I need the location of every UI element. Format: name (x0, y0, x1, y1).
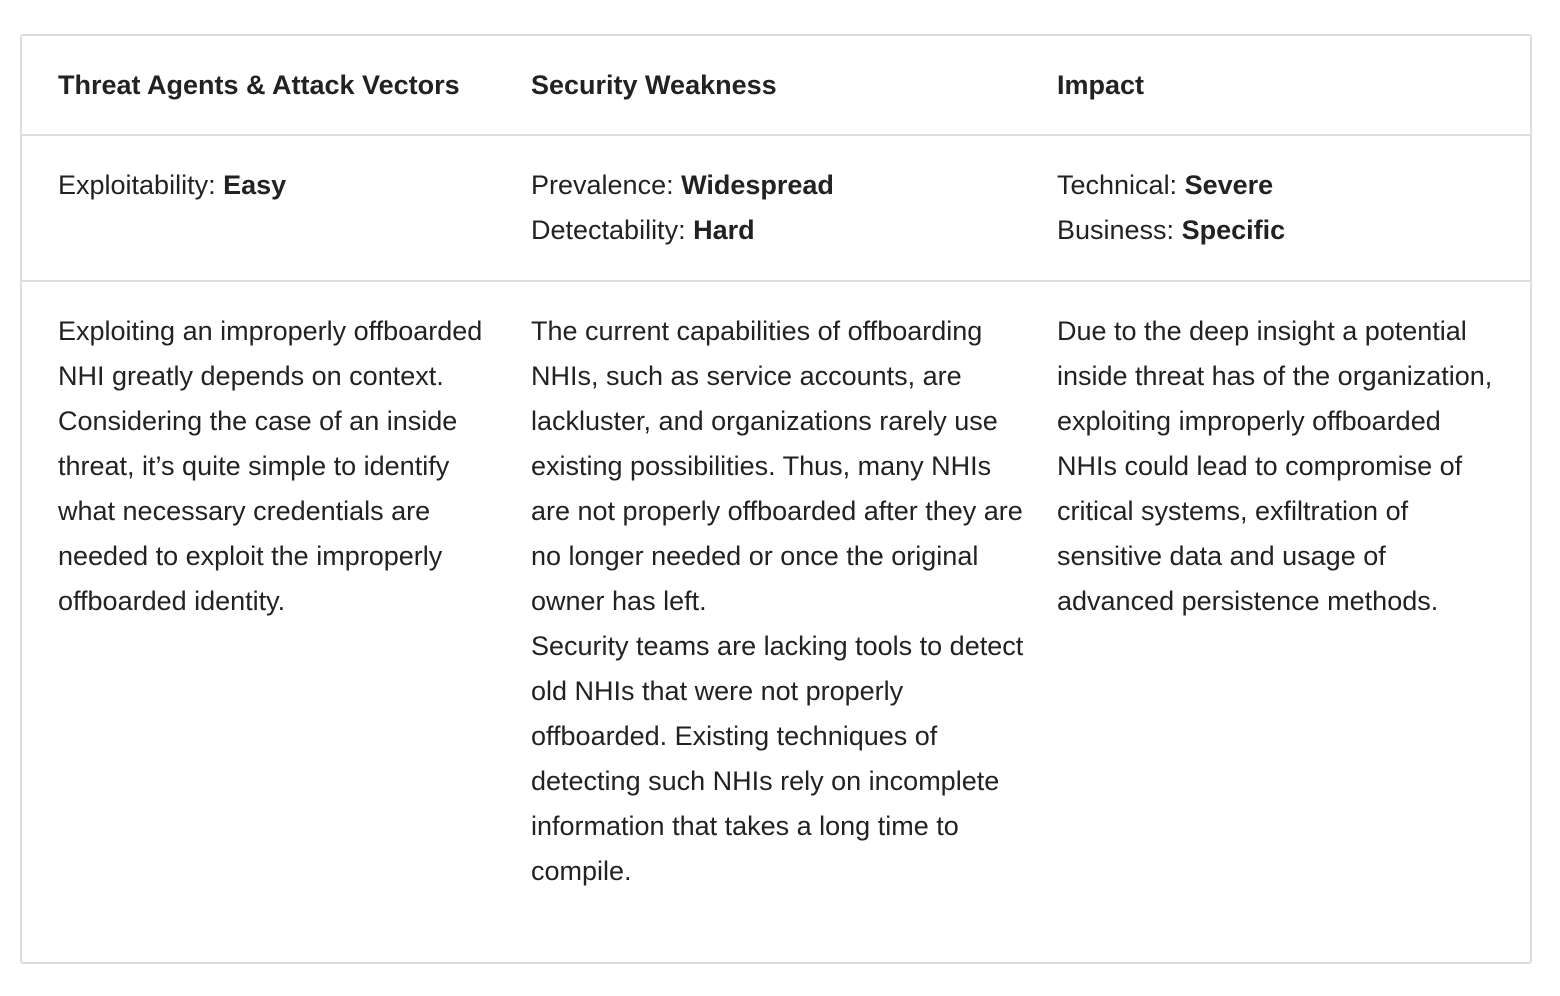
detectability-line (531, 208, 1034, 253)
prevalence-line (531, 163, 1034, 208)
detectability-label: Detectability: (531, 215, 694, 245)
exploitability-value: Easy (223, 170, 287, 200)
security-weakness-description-p1: The current capabilities of offboarding NHIs, such as service accounts, are lackluster, and organizations rarely use existing possibilities. Thus, many NHIs are not properly offboarded after they are no longer needed or once the original owner has left. (531, 316, 1023, 616)
impact-rating-cell (1034, 135, 1530, 281)
threat-agents-description-cell (22, 281, 508, 894)
risk-rating-table (22, 36, 1530, 894)
security-weakness-description-cell (508, 281, 1034, 894)
table-header-row (22, 36, 1530, 135)
prevalence-value: Widespread (681, 170, 834, 200)
technical-value: Severe (1184, 170, 1274, 200)
exploitability-label: Exploitability: (58, 170, 224, 200)
header-security-weakness: Security Weakness (508, 36, 1034, 135)
exploitability-cell (22, 135, 508, 281)
risk-table (20, 34, 1532, 964)
header-impact: Impact (1034, 36, 1530, 135)
table-row-ratings (22, 135, 1530, 281)
table-row-descriptions (22, 281, 1530, 894)
threat-agents-description: Exploiting an improperly offboarded NHI greatly depends on context. Considering the case of an inside threat, it’s quite simple to identify what necessary credentials are needed to exploit the improperly offboarded identity. (58, 316, 483, 616)
business-value: Specific (1181, 215, 1286, 245)
business-label: Business: (1057, 215, 1182, 245)
impact-description: Due to the deep insight a potential inside threat has of the organization, exploiting improperly offboarded NHIs could lead to compromise of critical systems, exfiltration of sensitive data and usage of advanced persistence methods. (1057, 316, 1493, 616)
detectability-value: Hard (693, 215, 755, 245)
header-threat-agents: Threat Agents & Attack Vectors (22, 36, 508, 135)
impact-description-cell (1034, 281, 1530, 894)
prevalence-cell (508, 135, 1034, 281)
technical-label: Technical: (1057, 170, 1185, 200)
prevalence-label: Prevalence: (531, 170, 682, 200)
technical-line (1057, 163, 1500, 208)
exploitability-line (58, 163, 508, 208)
security-weakness-description-p2: Security teams are lacking tools to detect old NHIs that were not properly offboarded. Existing techniques of detecting such NHIs rely on incomplete information that takes a long time to compile. (531, 631, 1024, 886)
business-line (1057, 208, 1500, 253)
